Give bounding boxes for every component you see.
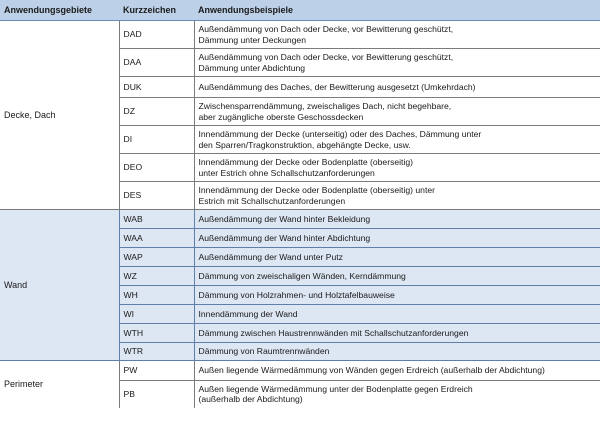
example-cell: Außen liegende Wärmedämmung von Wänden gegen Erdreich (außerhalb der Abdichtung) xyxy=(194,361,600,381)
code-cell: WAA xyxy=(119,229,194,248)
code-cell: DZ xyxy=(119,98,194,126)
example-cell: Außendämmung der Wand hinter Abdichtung xyxy=(194,229,600,248)
table-row xyxy=(0,21,600,49)
code-cell: PB xyxy=(119,381,194,408)
code-cell: PW xyxy=(119,361,194,381)
area-cell-perimeter: Perimeter xyxy=(0,361,119,408)
code-cell: WI xyxy=(119,305,194,324)
code-cell: DAD xyxy=(119,21,194,49)
code-cell: DUK xyxy=(119,77,194,98)
code-cell: DAA xyxy=(119,49,194,77)
table-row xyxy=(0,210,600,229)
code-cell: DES xyxy=(119,182,194,210)
code-cell: WAP xyxy=(119,248,194,267)
code-cell: WH xyxy=(119,286,194,305)
table-row xyxy=(0,361,600,381)
example-cell: Innendämmung der Decke oder Bodenplatte (oberseitig) unter Estrich mit Schallschutzanforderungen xyxy=(194,182,600,210)
code-cell: WTH xyxy=(119,324,194,343)
example-cell: Innendämmung der Wand xyxy=(194,305,600,324)
example-cell: Außendämmung von Dach oder Decke, vor Bewitterung geschützt, Dämmung unter Abdichtung xyxy=(194,49,600,77)
example-cell: Dämmung von Raumtrennwänden xyxy=(194,343,600,361)
area-cell-decke-dach: Decke, Dach xyxy=(0,21,119,210)
example-cell: Zwischensparrendämmung, zweischaliges Dach, nicht begehbare, aber zugängliche oberste Geschossdecken xyxy=(194,98,600,126)
header-code: Kurzzeichen xyxy=(119,0,194,21)
example-cell: Außendämmung von Dach oder Decke, vor Bewitterung geschützt, Dämmung unter Deckungen xyxy=(194,21,600,49)
code-cell: WZ xyxy=(119,267,194,286)
table-header-row xyxy=(0,0,600,21)
area-cell-wand: Wand xyxy=(0,210,119,361)
example-cell: Innendämmung der Decke oder Bodenplatte (oberseitig) unter Estrich ohne Schallschutzanforderungen xyxy=(194,154,600,182)
code-cell: WTR xyxy=(119,343,194,361)
code-cell: DI xyxy=(119,126,194,154)
code-cell: WAB xyxy=(119,210,194,229)
example-cell: Dämmung von zweischaligen Wänden, Kerndämmung xyxy=(194,267,600,286)
example-cell: Außendämmung der Wand hinter Bekleidung xyxy=(194,210,600,229)
example-cell: Außen liegende Wärmedämmung unter der Bodenplatte gegen Erdreich (außerhalb der Abdichtung) xyxy=(194,381,600,408)
header-example: Anwendungsbeispiele xyxy=(194,0,600,21)
example-cell: Außendämmung des Daches, der Bewitterung ausgesetzt (Umkehrdach) xyxy=(194,77,600,98)
example-cell: Innendämmung der Decke (unterseitig) oder des Daches, Dämmung unter den Sparren/Tragkonstruktion, abgehängte Decke, usw. xyxy=(194,126,600,154)
example-cell: Dämmung zwischen Haustrennwänden mit Schallschutzanforderungen xyxy=(194,324,600,343)
example-cell: Dämmung von Holzrahmen- und Holztafelbauweise xyxy=(194,286,600,305)
code-cell: DEO xyxy=(119,154,194,182)
header-area: Anwendungsgebiete xyxy=(0,0,119,21)
example-cell: Außendämmung der Wand unter Putz xyxy=(194,248,600,267)
